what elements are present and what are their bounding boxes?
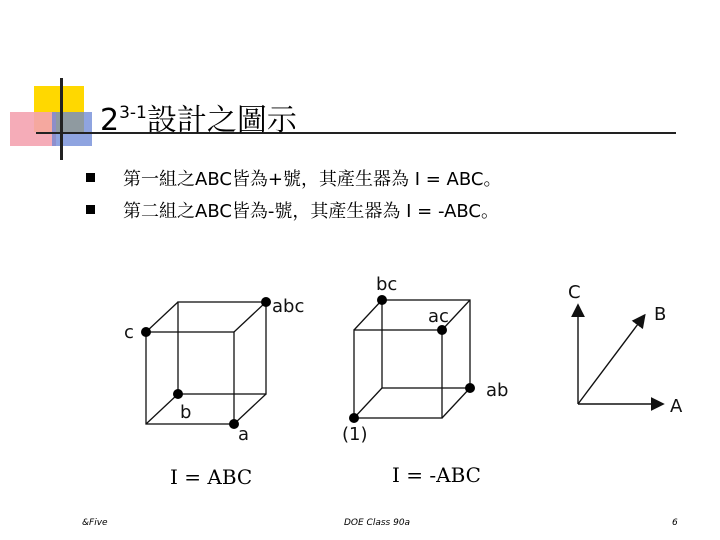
label-abc: abc <box>272 296 305 317</box>
vertex-ab-dot <box>465 383 475 393</box>
title-superscript: 3-1 <box>119 103 147 123</box>
cube-1 <box>146 302 266 424</box>
vertex-b-dot <box>173 389 183 399</box>
bullet-text: 第二組之ABC皆為-號，其產生器為 I = -ABC。 <box>123 201 499 222</box>
label-ab: ab <box>486 380 509 401</box>
axis-b-arrow <box>578 316 644 404</box>
label-c: c <box>124 322 134 343</box>
footer-left: &Five <box>82 518 108 528</box>
vertex-one-dot <box>349 413 359 423</box>
vertex-abc-dot <box>261 297 271 307</box>
caption-cube-2: I = -ABC <box>392 463 481 487</box>
label-axis-c: C <box>568 282 581 303</box>
label-b: b <box>180 402 192 423</box>
label-axis-b: B <box>654 304 667 325</box>
caption-cube-1: I = ABC <box>170 465 253 489</box>
label-axis-a: A <box>670 396 683 417</box>
footer-center: DOE Class 90a <box>344 518 411 528</box>
label-bc: bc <box>376 274 398 295</box>
bullet-text: 第一組之ABC皆為+號，其產生器為 I = ABC。 <box>123 169 502 190</box>
axes-diagram <box>578 306 662 404</box>
title-base: 2 <box>100 103 120 138</box>
label-one: (1) <box>342 424 368 445</box>
label-ac: ac <box>428 306 449 327</box>
label-a: a <box>238 424 250 445</box>
title-text: 設計之圖示 <box>146 103 297 138</box>
cube-2 <box>354 300 470 418</box>
footer-page-number: 6 <box>672 518 678 528</box>
vertex-c-dot <box>141 327 151 337</box>
vertex-bc-dot <box>377 295 387 305</box>
